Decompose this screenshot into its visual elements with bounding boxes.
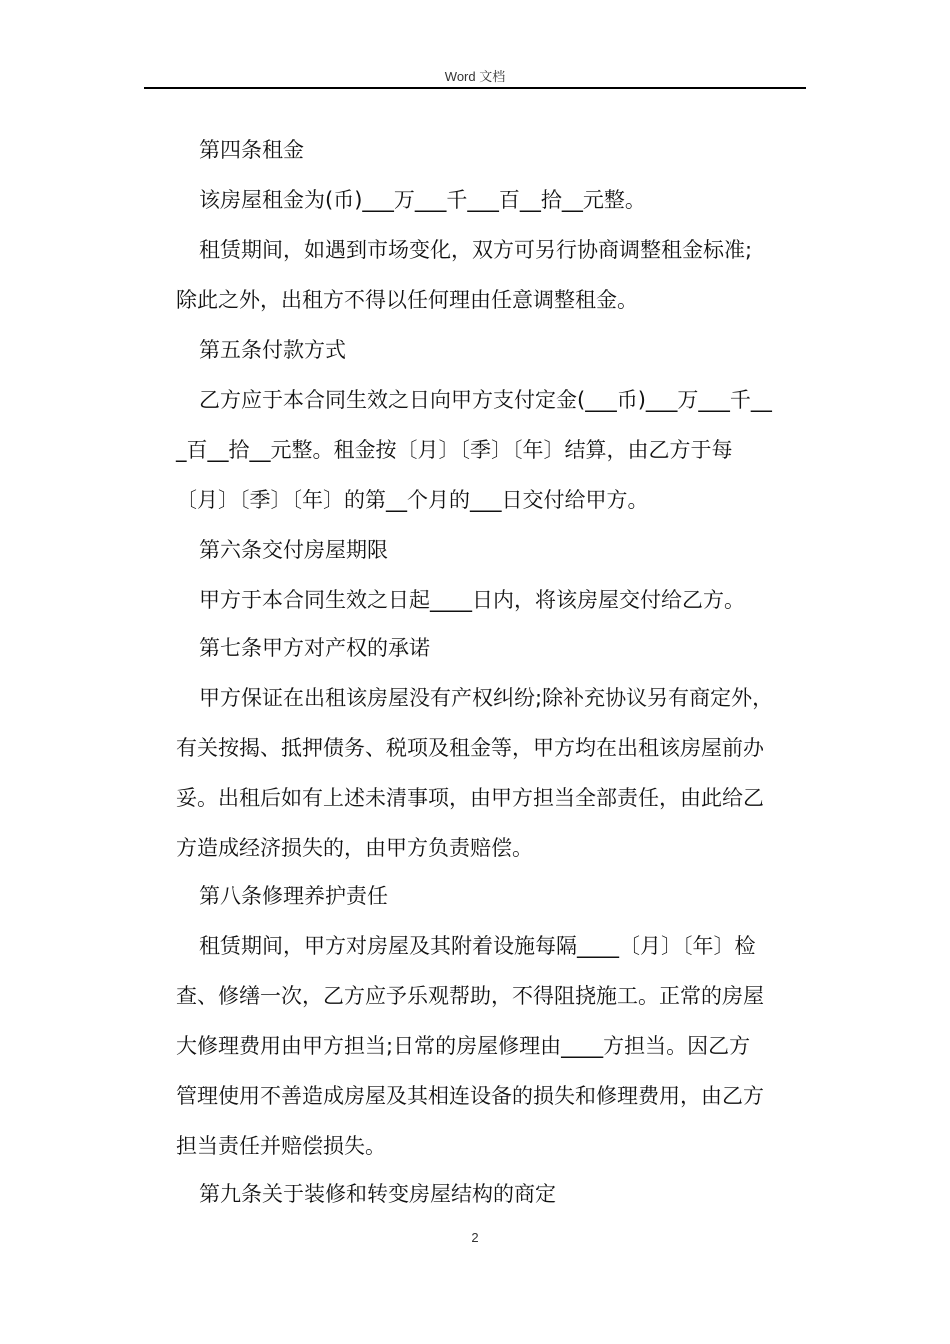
paragraph-line: 妥。出租后如有上述未清事项，由甲方担当全部责任，由此给乙 [176,786,764,810]
article-heading: 第五条付款方式 [199,338,346,362]
paragraph-line: 租赁期间，甲方对房屋及其附着设施每隔____〔月〕〔年〕检 [199,934,756,958]
article-heading: 第八条修理养护责任 [199,884,388,908]
paragraph-line: 查、修缮一次，乙方应予乐观帮助，不得阻挠施工。正常的房屋 [176,984,764,1008]
paragraph-line: 管理使用不善造成房屋及其相连设备的损失和修理费用，由乙方 [176,1084,764,1108]
article-heading: 第九条关于装修和转变房屋结构的商定 [199,1182,556,1206]
article-heading: 第七条甲方对产权的承诺 [199,636,430,660]
paragraph-line: _百__拾__元整。租金按〔月〕〔季〕〔年〕结算，由乙方于每 [176,438,733,462]
paragraph-line: 乙方应于本合同生效之日向甲方支付定金(___币)___万___千__ [199,388,772,412]
article-heading: 第六条交付房屋期限 [199,538,388,562]
paragraph-line: 甲方于本合同生效之日起____日内，将该房屋交付给乙方。 [199,588,745,612]
paragraph-line: 租赁期间，如遇到市场变化，双方可另行协商调整租金标准; [199,238,753,262]
paragraph-line: 〔月〕〔季〕〔年〕的第__个月的___日交付给甲方。 [176,488,649,512]
paragraph-line: 大修理费用由甲方担当;日常的房屋修理由____方担当。因乙方 [176,1034,751,1058]
paragraph-line: 甲方保证在出租该房屋没有产权纠纷;除补充协议另有商定外， [199,686,774,710]
page-number: 2 [471,1230,479,1245]
paragraph-line: 方造成经济损失的，由甲方负责赔偿。 [176,836,533,860]
paragraph-line: 担当责任并赔偿损失。 [176,1134,386,1158]
page-header: Word 文档 [444,69,506,84]
article-heading: 第四条租金 [199,138,304,162]
header-rule [144,87,806,89]
paragraph-line: 有关按揭、抵押债务、税项及租金等，甲方均在出租该房屋前办 [176,736,764,760]
paragraph-line: 除此之外，出租方不得以任何理由任意调整租金。 [176,288,638,312]
paragraph-line: 该房屋租金为(币)___万___千___百__拾__元整。 [199,188,646,212]
